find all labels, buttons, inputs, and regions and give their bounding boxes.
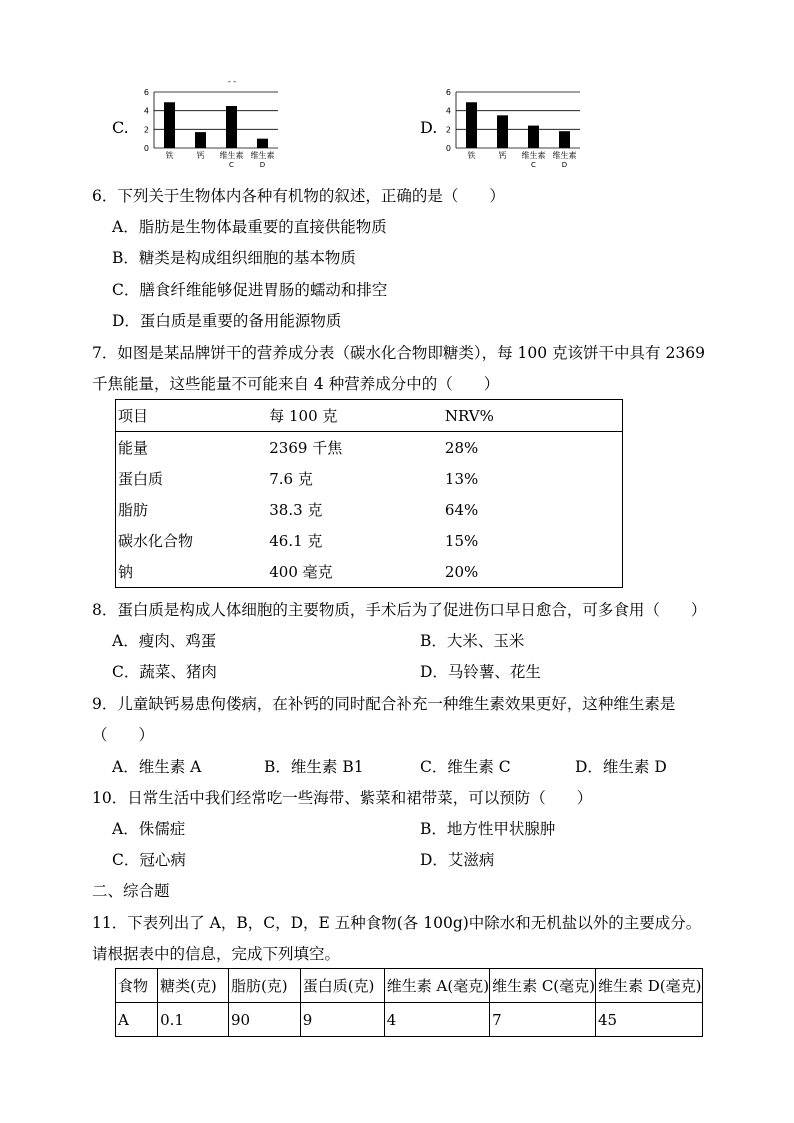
table-cell: 9 — [300, 1003, 384, 1037]
x-tick-label: 维生素 — [250, 151, 275, 160]
bar — [195, 132, 206, 148]
q6-option-d[interactable]: D．蛋白质是重要的备用能源物质 — [112, 312, 342, 330]
table-header-cell: 项目 — [118, 407, 149, 425]
bar-chart-d — [440, 74, 590, 174]
table-cell: 46.1 克 — [269, 532, 323, 550]
x-tick-label: D — [561, 161, 568, 169]
q9-option-c[interactable]: C．维生素 C — [420, 758, 511, 776]
table-cell: 4 — [384, 1003, 489, 1037]
bar — [497, 115, 508, 148]
q9-option-a[interactable]: A．维生素 A — [112, 758, 202, 776]
q7-stem-line2: 千焦能量，这些能量不可能来自 4 种营养成分中的（ ） — [92, 375, 500, 393]
table-cell: 能量 — [118, 439, 149, 457]
option-c-label: C. — [112, 118, 129, 137]
bar — [164, 102, 175, 148]
bar — [257, 139, 268, 148]
y-tick-label: 4 — [445, 106, 451, 116]
table-header-row — [116, 400, 623, 432]
table-cell: 蛋白质 — [118, 470, 164, 488]
bar — [559, 131, 570, 148]
table-row — [116, 556, 623, 588]
table-header-cell: NRV% — [444, 406, 494, 425]
table-cell: A — [116, 1003, 158, 1037]
table-cell: 20% — [444, 562, 479, 581]
q9-option-d[interactable]: D．维生素 D — [575, 758, 667, 776]
q6-stem: 6．下列关于生物体内各种有机物的叙述，正确的是（ ） — [92, 187, 505, 205]
x-tick-label: C — [229, 161, 234, 169]
q8-option-d[interactable]: D．马铃薯、花生 — [420, 663, 541, 681]
table-cell: 0.1 — [158, 1003, 229, 1037]
table-header-cell: 糖类(克) — [158, 969, 229, 1003]
q10-option-a[interactable]: A．侏儒症 — [112, 820, 186, 838]
y-tick-label: 6 — [143, 88, 149, 97]
x-tick-label: 铁 — [165, 151, 174, 160]
q9-stem-line1: 9．儿童缺钙易患佝偻病，在补钙的同时配合补充一种维生素效果更好，这种维生素是 — [92, 695, 676, 713]
x-tick-label: 钙 — [196, 151, 205, 160]
table-cell: 2369 千焦 — [269, 439, 343, 457]
q6-option-c[interactable]: C．膳食纤维能够促进胃肠的蠕动和排空 — [112, 281, 388, 299]
table-row — [116, 525, 623, 556]
q8-stem: 8．蛋白质是构成人体细胞的主要物质，手术后为了促进伤口早日愈合，可多食用（ ） — [92, 601, 707, 619]
table-row — [116, 494, 623, 525]
option-d-label: D. — [420, 118, 438, 137]
bar-chart-c — [138, 74, 288, 174]
bar — [226, 106, 237, 148]
table-cell: 13% — [444, 469, 479, 488]
table-header-cell: 每 100 克 — [269, 407, 338, 425]
table-header-cell: 食物 — [116, 969, 158, 1003]
x-tick-label: 维生素 — [552, 151, 577, 160]
table-cell: 碳水化合物 — [118, 532, 194, 550]
table-cell: 64% — [444, 500, 479, 519]
table-header-row — [116, 969, 703, 1003]
table-header-cell: 蛋白质(克) — [300, 969, 384, 1003]
table-header-cell: 维生素 A(毫克) — [384, 969, 489, 1003]
table-header-cell: 脂肪(克) — [228, 969, 300, 1003]
y-tick-label: 6 — [445, 88, 451, 97]
x-tick-label: C — [531, 161, 536, 169]
bar — [528, 126, 539, 148]
q6-option-a[interactable]: A．脂肪是生物体最重要的直接供能物质 — [112, 218, 387, 236]
y-tick-label: 2 — [143, 125, 149, 135]
table-cell: 7.6 克 — [269, 470, 313, 488]
y-tick-label: 2 — [445, 125, 451, 135]
y-tick-label: 4 — [143, 106, 149, 116]
y-tick-label: 0 — [143, 144, 149, 153]
section-heading: 二、综合题 — [92, 882, 170, 900]
y-tick-label: 0 — [445, 144, 451, 153]
x-tick-label: D — [259, 161, 266, 169]
table-cell: 7 — [490, 1003, 596, 1037]
q10-stem: 10．日常生活中我们经常吃一些海带、紫菜和裙带菜，可以预防（ ） — [92, 789, 593, 807]
bar — [466, 102, 477, 148]
q9-stem-line2: （ ） — [92, 726, 155, 744]
table-row — [116, 463, 623, 494]
q8-option-b[interactable]: B．大米、玉米 — [420, 632, 525, 650]
table-cell: 400 毫克 — [269, 563, 333, 581]
nutrition-table — [115, 399, 623, 588]
table-cell: 15% — [444, 531, 479, 550]
q8-option-c[interactable]: C．蔬菜、猪肉 — [112, 663, 217, 681]
table-row — [116, 1003, 703, 1037]
x-tick-label: 钙 — [498, 151, 507, 160]
x-tick-label: 维生素 — [521, 151, 546, 160]
food-composition-table — [115, 968, 703, 1037]
table-header-cell: 维生素 D(毫克) — [596, 969, 703, 1003]
table-cell: 45 — [596, 1003, 703, 1037]
table-cell: 28% — [444, 438, 479, 457]
q8-option-a[interactable]: A．瘦肉、鸡蛋 — [112, 632, 217, 650]
table-cell: 38.3 克 — [269, 501, 323, 519]
table-cell: 脂肪 — [118, 501, 149, 519]
q9-option-b[interactable]: B．维生素 B1 — [264, 758, 364, 776]
x-tick-label: 维生素 — [219, 151, 244, 160]
table-cell: 90 — [228, 1003, 300, 1037]
table-cell: 钠 — [118, 563, 134, 581]
x-tick-label: 铁 — [467, 151, 476, 160]
chart-title: - - — [227, 77, 237, 86]
q7-stem-line1: 7．如图是某品牌饼干的营养成分表（碳水化合物即糖类），每 100 克该饼干中具有 2369 — [92, 344, 705, 362]
q10-option-c[interactable]: C．冠心病 — [112, 851, 186, 869]
q6-option-b[interactable]: B．糖类是构成组织细胞的基本物质 — [112, 249, 356, 267]
q11-stem-line1: 11．下表列出了 A，B，C，D，E 五种食物(各 100g)中除水和无机盐以外的主要成分。 — [92, 914, 702, 932]
q11-stem-line2: 请根据表中的信息，完成下列填空。 — [92, 945, 341, 963]
q10-option-d[interactable]: D．艾滋病 — [420, 851, 495, 869]
table-row — [116, 432, 623, 463]
q10-option-b[interactable]: B．地方性甲状腺肿 — [420, 820, 556, 838]
table-header-cell: 维生素 C(毫克) — [490, 969, 596, 1003]
